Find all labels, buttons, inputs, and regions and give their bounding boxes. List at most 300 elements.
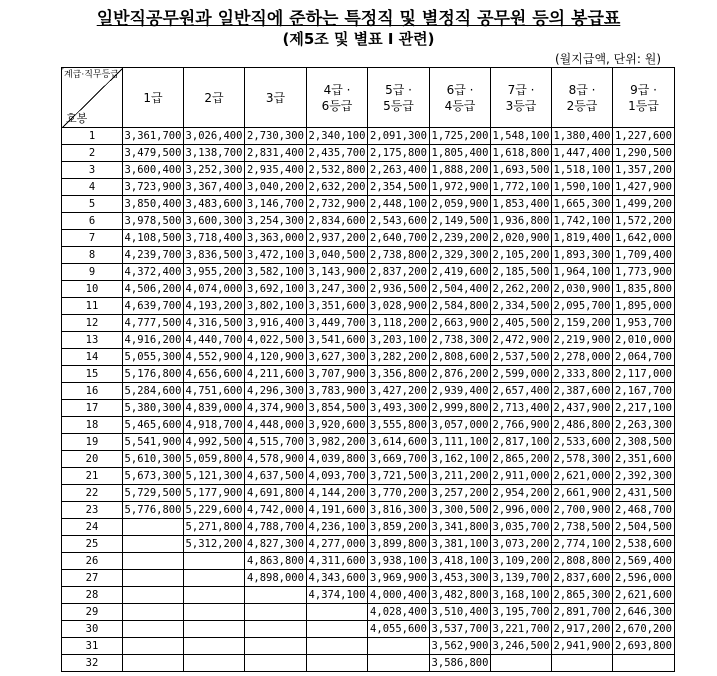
- grade-header-label: 1급: [143, 90, 163, 105]
- table-row: [62, 298, 675, 315]
- salary-cell: 2,738,300: [430, 332, 491, 349]
- step-cell: 13: [62, 332, 123, 349]
- salary-cell: 2,732,900: [307, 196, 368, 213]
- salary-cell: 2,387,600: [552, 383, 613, 400]
- salary-cell: 1,964,100: [552, 264, 613, 281]
- salary-cell: 3,586,800: [430, 655, 491, 672]
- header-row: [62, 68, 675, 128]
- salary-cell: 4,144,200: [307, 485, 368, 502]
- table-row: [62, 621, 675, 638]
- grade-header-cell: [123, 68, 184, 128]
- salary-cell: 4,191,600: [307, 502, 368, 519]
- salary-cell: [123, 570, 184, 587]
- salary-cell: [368, 638, 430, 655]
- salary-cell: 4,863,800: [245, 553, 307, 570]
- salary-cell: 4,788,700: [245, 519, 307, 536]
- salary-cell: [184, 570, 245, 587]
- salary-cell: 3,510,400: [430, 604, 491, 621]
- salary-cell: 5,380,300: [123, 400, 184, 417]
- table-row: [62, 128, 675, 145]
- salary-cell: 2,632,200: [307, 179, 368, 196]
- page-title: 일반직공무원과 일반직에 준하는 특정직 및 별정직 공무원 등의 봉급표: [96, 9, 621, 29]
- salary-cell: 4,372,400: [123, 264, 184, 281]
- salary-cell: 1,447,400: [552, 145, 613, 162]
- step-cell: 6: [62, 213, 123, 230]
- table-row: [62, 536, 675, 553]
- salary-cell: 5,055,300: [123, 349, 184, 366]
- step-cell: 22: [62, 485, 123, 502]
- salary-cell: 2,468,700: [613, 502, 675, 519]
- salary-cell: 3,978,500: [123, 213, 184, 230]
- salary-cell: 1,665,300: [552, 196, 613, 213]
- salary-cell: 2,996,000: [491, 502, 552, 519]
- table-row: [62, 485, 675, 502]
- step-cell: 27: [62, 570, 123, 587]
- salary-cell: 3,562,900: [430, 638, 491, 655]
- salary-cell: 2,532,800: [307, 162, 368, 179]
- salary-cell: 2,333,800: [552, 366, 613, 383]
- salary-cell: 1,953,700: [613, 315, 675, 332]
- salary-cell: 2,334,500: [491, 298, 552, 315]
- salary-cell: 2,935,400: [245, 162, 307, 179]
- salary-cell: 4,992,500: [184, 434, 245, 451]
- salary-cell: 3,162,100: [430, 451, 491, 468]
- table-row: [62, 264, 675, 281]
- step-cell: 30: [62, 621, 123, 638]
- salary-cell: [123, 638, 184, 655]
- salary-cell: 5,229,600: [184, 502, 245, 519]
- grade-header-label: 2등급: [566, 98, 598, 113]
- step-cell: 32: [62, 655, 123, 672]
- table-row: [62, 587, 675, 604]
- salary-cell: 2,435,700: [307, 145, 368, 162]
- salary-table-body: [62, 128, 675, 672]
- step-cell: 5: [62, 196, 123, 213]
- salary-cell: 5,776,800: [123, 502, 184, 519]
- salary-cell: 3,427,200: [368, 383, 430, 400]
- salary-cell: 2,537,500: [491, 349, 552, 366]
- table-row: [62, 570, 675, 587]
- salary-cell: 5,176,800: [123, 366, 184, 383]
- salary-cell: 2,584,800: [430, 298, 491, 315]
- salary-cell: 1,499,200: [613, 196, 675, 213]
- salary-cell: 4,296,300: [245, 383, 307, 400]
- salary-cell: 3,381,100: [430, 536, 491, 553]
- grade-header-label: 6급 ·: [446, 82, 474, 97]
- salary-cell: 3,783,900: [307, 383, 368, 400]
- salary-cell: 2,419,600: [430, 264, 491, 281]
- salary-cell: 4,000,400: [368, 587, 430, 604]
- grade-header-cell: [368, 68, 430, 128]
- salary-cell: 2,538,600: [613, 536, 675, 553]
- salary-cell: 3,057,000: [430, 417, 491, 434]
- salary-cell: 3,203,100: [368, 332, 430, 349]
- salary-cell: 3,541,600: [307, 332, 368, 349]
- salary-cell: 3,257,200: [430, 485, 491, 502]
- salary-cell: [245, 621, 307, 638]
- salary-cell: 2,437,900: [552, 400, 613, 417]
- salary-cell: 2,329,300: [430, 247, 491, 264]
- salary-cell: 3,118,200: [368, 315, 430, 332]
- salary-cell: 2,117,000: [613, 366, 675, 383]
- salary-cell: 2,263,300: [613, 417, 675, 434]
- salary-cell: 1,590,100: [552, 179, 613, 196]
- salary-cell: 3,493,300: [368, 400, 430, 417]
- grade-header-cell: [430, 68, 491, 128]
- salary-cell: 2,693,800: [613, 638, 675, 655]
- salary-cell: 4,093,700: [307, 468, 368, 485]
- salary-cell: 1,805,400: [430, 145, 491, 162]
- salary-cell: 3,168,100: [491, 587, 552, 604]
- salary-cell: 3,472,100: [245, 247, 307, 264]
- salary-cell: 3,955,200: [184, 264, 245, 281]
- salary-cell: 3,247,300: [307, 281, 368, 298]
- salary-cell: 4,506,200: [123, 281, 184, 298]
- salary-cell: 1,357,200: [613, 162, 675, 179]
- salary-cell: 4,578,900: [245, 451, 307, 468]
- salary-cell: 3,582,100: [245, 264, 307, 281]
- salary-cell: [184, 553, 245, 570]
- salary-cell: 4,022,500: [245, 332, 307, 349]
- salary-cell: 3,146,700: [245, 196, 307, 213]
- salary-cell: 3,938,100: [368, 553, 430, 570]
- salary-cell: 2,020,900: [491, 230, 552, 247]
- salary-cell: 2,621,000: [552, 468, 613, 485]
- salary-cell: 3,138,700: [184, 145, 245, 162]
- salary-cell: 2,533,600: [552, 434, 613, 451]
- salary-cell: 1,893,300: [552, 247, 613, 264]
- table-row: [62, 468, 675, 485]
- salary-cell: 2,730,300: [245, 128, 307, 145]
- step-cell: 26: [62, 553, 123, 570]
- step-cell: 12: [62, 315, 123, 332]
- table-row: [62, 179, 675, 196]
- grade-header-label: 2급: [204, 90, 224, 105]
- salary-cell: [307, 655, 368, 672]
- salary-cell: [123, 587, 184, 604]
- salary-cell: 2,064,700: [613, 349, 675, 366]
- salary-cell: 3,627,300: [307, 349, 368, 366]
- salary-cell: 2,351,600: [613, 451, 675, 468]
- grade-header-cell: [491, 68, 552, 128]
- salary-cell: 2,392,300: [613, 468, 675, 485]
- table-row: [62, 502, 675, 519]
- salary-cell: 2,354,500: [368, 179, 430, 196]
- salary-cell: 4,637,500: [245, 468, 307, 485]
- grade-header-label: 1등급: [628, 98, 659, 113]
- salary-cell: 4,448,000: [245, 417, 307, 434]
- salary-cell: 3,073,200: [491, 536, 552, 553]
- salary-cell: 3,916,400: [245, 315, 307, 332]
- salary-cell: 5,271,800: [184, 519, 245, 536]
- corner-header-cell: [62, 68, 123, 128]
- step-cell: 20: [62, 451, 123, 468]
- salary-cell: 3,479,500: [123, 145, 184, 162]
- step-cell: 8: [62, 247, 123, 264]
- salary-cell: 4,039,800: [307, 451, 368, 468]
- salary-cell: 3,282,200: [368, 349, 430, 366]
- salary-cell: [123, 519, 184, 536]
- salary-cell: [245, 638, 307, 655]
- grade-header-cell: [184, 68, 245, 128]
- grade-header-cell: [552, 68, 613, 128]
- grade-header-label: 3급: [265, 90, 286, 105]
- salary-cell: 5,059,800: [184, 451, 245, 468]
- salary-cell: 2,936,500: [368, 281, 430, 298]
- salary-cell: 2,891,700: [552, 604, 613, 621]
- salary-cell: 3,361,700: [123, 128, 184, 145]
- salary-cell: 2,661,900: [552, 485, 613, 502]
- grade-header-label: 3등급: [505, 98, 537, 113]
- salary-cell: 2,010,000: [613, 332, 675, 349]
- salary-cell: 4,193,200: [184, 298, 245, 315]
- salary-cell: 2,837,200: [368, 264, 430, 281]
- salary-cell: 2,159,200: [552, 315, 613, 332]
- salary-cell: 1,725,200: [430, 128, 491, 145]
- salary-cell: 4,515,700: [245, 434, 307, 451]
- salary-cell: 3,035,700: [491, 519, 552, 536]
- salary-cell: 3,341,800: [430, 519, 491, 536]
- table-row: [62, 366, 675, 383]
- salary-cell: 4,827,300: [245, 536, 307, 553]
- salary-cell: 3,483,600: [184, 196, 245, 213]
- salary-cell: 4,691,800: [245, 485, 307, 502]
- salary-cell: 1,548,100: [491, 128, 552, 145]
- grade-header-cell: [245, 68, 307, 128]
- salary-cell: 2,817,100: [491, 434, 552, 451]
- table-row: [62, 349, 675, 366]
- salary-cell: 2,834,600: [307, 213, 368, 230]
- step-cell: 1: [62, 128, 123, 145]
- salary-cell: 2,486,800: [552, 417, 613, 434]
- salary-cell: 2,278,000: [552, 349, 613, 366]
- salary-cell: 2,937,200: [307, 230, 368, 247]
- salary-cell: 2,596,000: [613, 570, 675, 587]
- salary-cell: [123, 655, 184, 672]
- salary-cell: 2,917,200: [552, 621, 613, 638]
- salary-cell: 3,363,000: [245, 230, 307, 247]
- salary-cell: 2,738,500: [552, 519, 613, 536]
- grade-header-label: 9급 ·: [630, 82, 657, 97]
- step-cell: 31: [62, 638, 123, 655]
- salary-cell: 4,277,000: [307, 536, 368, 553]
- salary-cell: 3,195,700: [491, 604, 552, 621]
- salary-cell: 1,642,000: [613, 230, 675, 247]
- step-cell: 9: [62, 264, 123, 281]
- salary-cell: 4,742,000: [245, 502, 307, 519]
- salary-cell: 2,239,200: [430, 230, 491, 247]
- salary-cell: 2,640,700: [368, 230, 430, 247]
- step-cell: 7: [62, 230, 123, 247]
- salary-cell: 5,121,300: [184, 468, 245, 485]
- salary-cell: 1,227,600: [613, 128, 675, 145]
- salary-cell: 4,751,600: [184, 383, 245, 400]
- salary-cell: 2,185,500: [491, 264, 552, 281]
- grade-header-label: 4등급: [444, 98, 476, 113]
- corner-grade-label: 계급·직무등급: [63, 70, 119, 80]
- salary-cell: [245, 604, 307, 621]
- salary-cell: 3,537,700: [430, 621, 491, 638]
- salary-cell: 3,143,900: [307, 264, 368, 281]
- table-row: [62, 332, 675, 349]
- salary-cell: 2,543,600: [368, 213, 430, 230]
- salary-cell: 3,221,700: [491, 621, 552, 638]
- table-row: [62, 213, 675, 230]
- salary-cell: 1,380,400: [552, 128, 613, 145]
- table-row: [62, 519, 675, 536]
- salary-cell: 3,600,300: [184, 213, 245, 230]
- salary-cell: 4,552,900: [184, 349, 245, 366]
- step-cell: 3: [62, 162, 123, 179]
- salary-cell: 2,472,900: [491, 332, 552, 349]
- corner-step-label: 호봉: [66, 112, 88, 125]
- salary-table: [61, 67, 675, 672]
- salary-cell: 2,175,800: [368, 145, 430, 162]
- salary-cell: 3,802,100: [245, 298, 307, 315]
- table-row: [62, 247, 675, 264]
- salary-cell: 4,440,700: [184, 332, 245, 349]
- salary-cell: 3,614,600: [368, 434, 430, 451]
- salary-cell: 2,263,400: [368, 162, 430, 179]
- table-row: [62, 230, 675, 247]
- salary-cell: 3,252,300: [184, 162, 245, 179]
- salary-cell: 4,239,700: [123, 247, 184, 264]
- salary-cell: 1,853,400: [491, 196, 552, 213]
- salary-cell: [123, 621, 184, 638]
- salary-cell: [368, 655, 430, 672]
- step-cell: 24: [62, 519, 123, 536]
- salary-cell: 3,300,500: [430, 502, 491, 519]
- salary-cell: 2,091,300: [368, 128, 430, 145]
- salary-cell: 2,105,200: [491, 247, 552, 264]
- salary-cell: 5,465,600: [123, 417, 184, 434]
- salary-cell: 5,177,900: [184, 485, 245, 502]
- salary-cell: 2,954,200: [491, 485, 552, 502]
- salary-cell: 3,109,200: [491, 553, 552, 570]
- table-row: [62, 638, 675, 655]
- salary-cell: [123, 536, 184, 553]
- salary-cell: 3,453,300: [430, 570, 491, 587]
- salary-cell: 2,865,200: [491, 451, 552, 468]
- salary-cell: [613, 655, 675, 672]
- salary-cell: 3,816,300: [368, 502, 430, 519]
- salary-cell: 2,448,100: [368, 196, 430, 213]
- salary-cell: 1,835,800: [613, 281, 675, 298]
- salary-cell: [307, 638, 368, 655]
- salary-cell: 3,982,200: [307, 434, 368, 451]
- salary-cell: 4,656,600: [184, 366, 245, 383]
- salary-cell: 2,059,900: [430, 196, 491, 213]
- salary-cell: 3,723,900: [123, 179, 184, 196]
- salary-cell: 2,646,300: [613, 604, 675, 621]
- salary-cell: [123, 553, 184, 570]
- salary-cell: 2,340,100: [307, 128, 368, 145]
- salary-cell: 4,211,600: [245, 366, 307, 383]
- salary-cell: 5,673,300: [123, 468, 184, 485]
- table-row: [62, 451, 675, 468]
- step-cell: 16: [62, 383, 123, 400]
- salary-cell: [123, 604, 184, 621]
- salary-cell: 2,766,900: [491, 417, 552, 434]
- table-row: [62, 196, 675, 213]
- salary-cell: 1,572,200: [613, 213, 675, 230]
- salary-cell: 2,774,100: [552, 536, 613, 553]
- salary-cell: 1,693,500: [491, 162, 552, 179]
- salary-cell: 3,836,500: [184, 247, 245, 264]
- salary-cell: 3,351,600: [307, 298, 368, 315]
- salary-cell: 2,599,000: [491, 366, 552, 383]
- salary-cell: 2,865,300: [552, 587, 613, 604]
- step-cell: 4: [62, 179, 123, 196]
- salary-cell: 2,808,600: [430, 349, 491, 366]
- salary-cell: 4,311,600: [307, 553, 368, 570]
- salary-cell: 5,312,200: [184, 536, 245, 553]
- salary-cell: 2,569,400: [613, 553, 675, 570]
- salary-cell: 2,911,000: [491, 468, 552, 485]
- salary-cell: 5,610,300: [123, 451, 184, 468]
- salary-cell: 3,555,800: [368, 417, 430, 434]
- salary-cell: 2,217,100: [613, 400, 675, 417]
- grade-header-label: 8급 ·: [568, 82, 596, 97]
- salary-cell: 2,657,400: [491, 383, 552, 400]
- salary-cell: 1,618,800: [491, 145, 552, 162]
- step-cell: 11: [62, 298, 123, 315]
- salary-cell: 4,236,100: [307, 519, 368, 536]
- page-subtitle: (제5조 및 별표 Ⅰ 관련): [282, 30, 435, 48]
- salary-cell: 4,343,600: [307, 570, 368, 587]
- salary-cell: 2,713,400: [491, 400, 552, 417]
- salary-cell: 4,839,000: [184, 400, 245, 417]
- salary-cell: 2,578,300: [552, 451, 613, 468]
- salary-cell: 2,405,500: [491, 315, 552, 332]
- salary-cell: 2,876,200: [430, 366, 491, 383]
- salary-cell: 2,663,900: [430, 315, 491, 332]
- salary-cell: 2,504,500: [613, 519, 675, 536]
- salary-cell: 4,374,100: [307, 587, 368, 604]
- salary-cell: 2,700,900: [552, 502, 613, 519]
- step-cell: 21: [62, 468, 123, 485]
- salary-cell: 3,139,700: [491, 570, 552, 587]
- salary-cell: 1,772,100: [491, 179, 552, 196]
- salary-cell: 4,108,500: [123, 230, 184, 247]
- salary-cell: 4,316,500: [184, 315, 245, 332]
- salary-cell: 1,709,400: [613, 247, 675, 264]
- salary-cell: 2,095,700: [552, 298, 613, 315]
- salary-cell: 3,482,800: [430, 587, 491, 604]
- salary-cell: 5,541,900: [123, 434, 184, 451]
- salary-cell: [184, 604, 245, 621]
- salary-cell: 3,356,800: [368, 366, 430, 383]
- salary-cell: 2,308,500: [613, 434, 675, 451]
- step-cell: 23: [62, 502, 123, 519]
- grade-header-label: 4급 ·: [323, 82, 351, 97]
- step-cell: 14: [62, 349, 123, 366]
- step-cell: 17: [62, 400, 123, 417]
- salary-cell: [245, 587, 307, 604]
- salary-cell: 3,246,500: [491, 638, 552, 655]
- salary-cell: [184, 638, 245, 655]
- salary-cell: 2,941,900: [552, 638, 613, 655]
- salary-cell: 1,972,900: [430, 179, 491, 196]
- salary-cell: 4,639,700: [123, 298, 184, 315]
- salary-cell: [184, 621, 245, 638]
- salary-cell: 4,074,000: [184, 281, 245, 298]
- salary-cell: 3,040,500: [307, 247, 368, 264]
- unit-note: (월지급액, 단위: 원): [555, 52, 661, 66]
- salary-cell: 3,854,500: [307, 400, 368, 417]
- salary-cell: 3,028,900: [368, 298, 430, 315]
- salary-cell: 1,819,400: [552, 230, 613, 247]
